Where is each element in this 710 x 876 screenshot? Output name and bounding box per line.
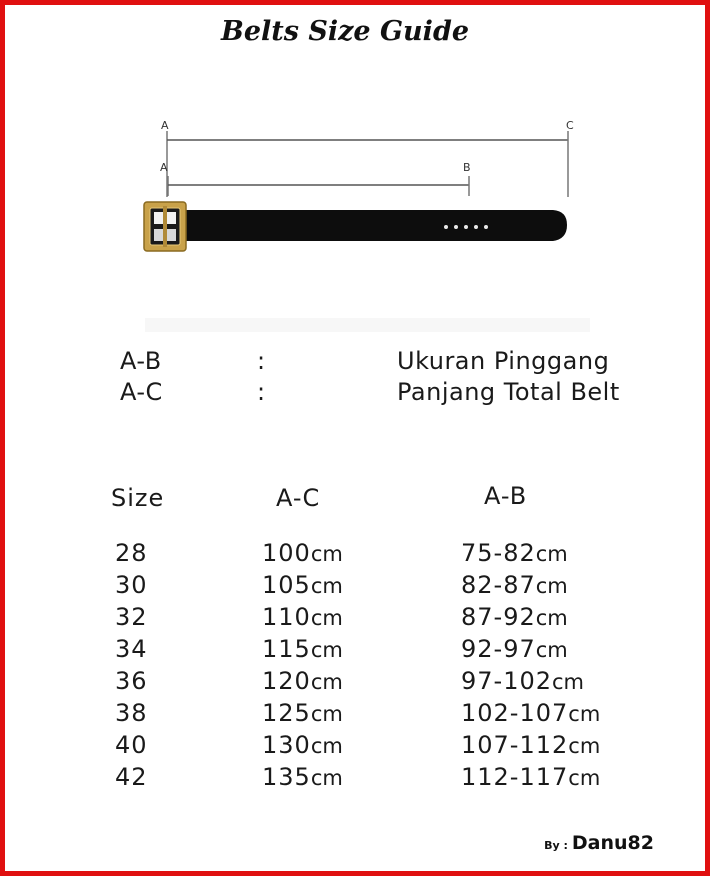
legend-value: Ukuran Pinggang: [397, 347, 610, 375]
marker-c-label: C: [566, 119, 574, 132]
legend-key: A-B: [120, 347, 162, 375]
unit-label: cm: [310, 670, 343, 694]
ac-cell: [262, 699, 343, 727]
marker-b-label: B: [463, 161, 471, 174]
ac-cell-value: 115: [262, 635, 311, 663]
size-cell-value: 32: [115, 603, 148, 631]
legend-separator: :: [257, 347, 266, 375]
belt-diagram: [0, 0, 710, 340]
ac-cell-value: 120: [262, 667, 311, 695]
table-row: [0, 603, 710, 635]
belt-strap: [178, 210, 567, 241]
size-cell: [115, 667, 148, 695]
header-ab: A-B: [484, 482, 528, 510]
credit: [544, 832, 654, 854]
table-row: [0, 763, 710, 795]
ab-cell-value: 92-97: [461, 635, 536, 663]
size-cell: [115, 699, 148, 727]
ab-cell-value: 102-107: [461, 699, 569, 727]
ab-cell-value: 82-87: [461, 571, 536, 599]
ac-cell: [262, 763, 343, 791]
ac-cell-value: 110: [262, 603, 311, 631]
size-cell-value: 36: [115, 667, 148, 695]
ac-cell-value: 125: [262, 699, 311, 727]
unit-label: cm: [535, 638, 568, 662]
size-cell: [115, 731, 148, 759]
legend-key: A-C: [120, 378, 163, 406]
legend-separator: :: [257, 378, 266, 406]
ab-cell-value: 112-117: [461, 763, 569, 791]
legend-row-ac: [0, 378, 710, 410]
credit-by: By :: [544, 839, 568, 852]
legend-value: Panjang Total Belt: [397, 378, 620, 406]
size-cell: [115, 763, 148, 791]
table-row: [0, 635, 710, 667]
unit-label: cm: [552, 670, 585, 694]
ac-cell-value: 130: [262, 731, 311, 759]
ac-cell: [262, 603, 343, 631]
legend-row-ab: [0, 347, 710, 379]
ab-cell-value: 87-92: [461, 603, 536, 631]
marker-a-bottom-label: A: [160, 161, 168, 174]
unit-label: cm: [535, 542, 568, 566]
ac-cell: [262, 635, 343, 663]
unit-label: cm: [535, 606, 568, 630]
ab-cell: [461, 667, 584, 695]
ac-cell: [262, 667, 343, 695]
size-cell: [115, 539, 148, 567]
ab-cell: [461, 763, 600, 791]
ac-cell: [262, 571, 343, 599]
size-cell: [115, 603, 148, 631]
size-cell-value: 42: [115, 763, 148, 791]
ab-cell: [461, 571, 568, 599]
ab-cell: [461, 635, 568, 663]
size-cell-value: 30: [115, 571, 148, 599]
ab-cell-value: 107-112: [461, 731, 569, 759]
ab-cell: [461, 699, 600, 727]
ac-cell: [262, 731, 343, 759]
belt-reflection: [145, 318, 590, 332]
unit-label: cm: [310, 702, 343, 726]
unit-label: cm: [535, 574, 568, 598]
size-cell-value: 38: [115, 699, 148, 727]
size-cell-value: 40: [115, 731, 148, 759]
unit-label: cm: [310, 542, 343, 566]
ab-cell: [461, 603, 568, 631]
ac-cell-value: 100: [262, 539, 311, 567]
header-ac: A-C: [276, 484, 321, 512]
ac-cell-value: 135: [262, 763, 311, 791]
table-row: [0, 571, 710, 603]
belt-buckle-icon: [144, 202, 186, 251]
size-cell-value: 28: [115, 539, 148, 567]
header-size: Size: [111, 484, 165, 512]
unit-label: cm: [568, 766, 601, 790]
table-row: [0, 731, 710, 763]
table-row: [0, 539, 710, 571]
unit-label: cm: [310, 638, 343, 662]
size-cell: [115, 635, 148, 663]
page-title: Belts Size Guide: [221, 16, 469, 47]
ac-cell-value: 105: [262, 571, 311, 599]
ac-cell: [262, 539, 343, 567]
ab-cell: [461, 731, 600, 759]
credit-name: Danu82: [571, 832, 654, 854]
unit-label: cm: [310, 606, 343, 630]
unit-label: cm: [568, 702, 601, 726]
table-row: [0, 699, 710, 731]
unit-label: cm: [568, 734, 601, 758]
unit-label: cm: [310, 734, 343, 758]
marker-a-top-label: A: [161, 119, 169, 132]
size-cell: [115, 571, 148, 599]
table-row: [0, 667, 710, 699]
unit-label: cm: [310, 574, 343, 598]
ab-cell-value: 75-82: [461, 539, 536, 567]
ab-cell-value: 97-102: [461, 667, 553, 695]
unit-label: cm: [310, 766, 343, 790]
size-cell-value: 34: [115, 635, 148, 663]
ab-cell: [461, 539, 568, 567]
